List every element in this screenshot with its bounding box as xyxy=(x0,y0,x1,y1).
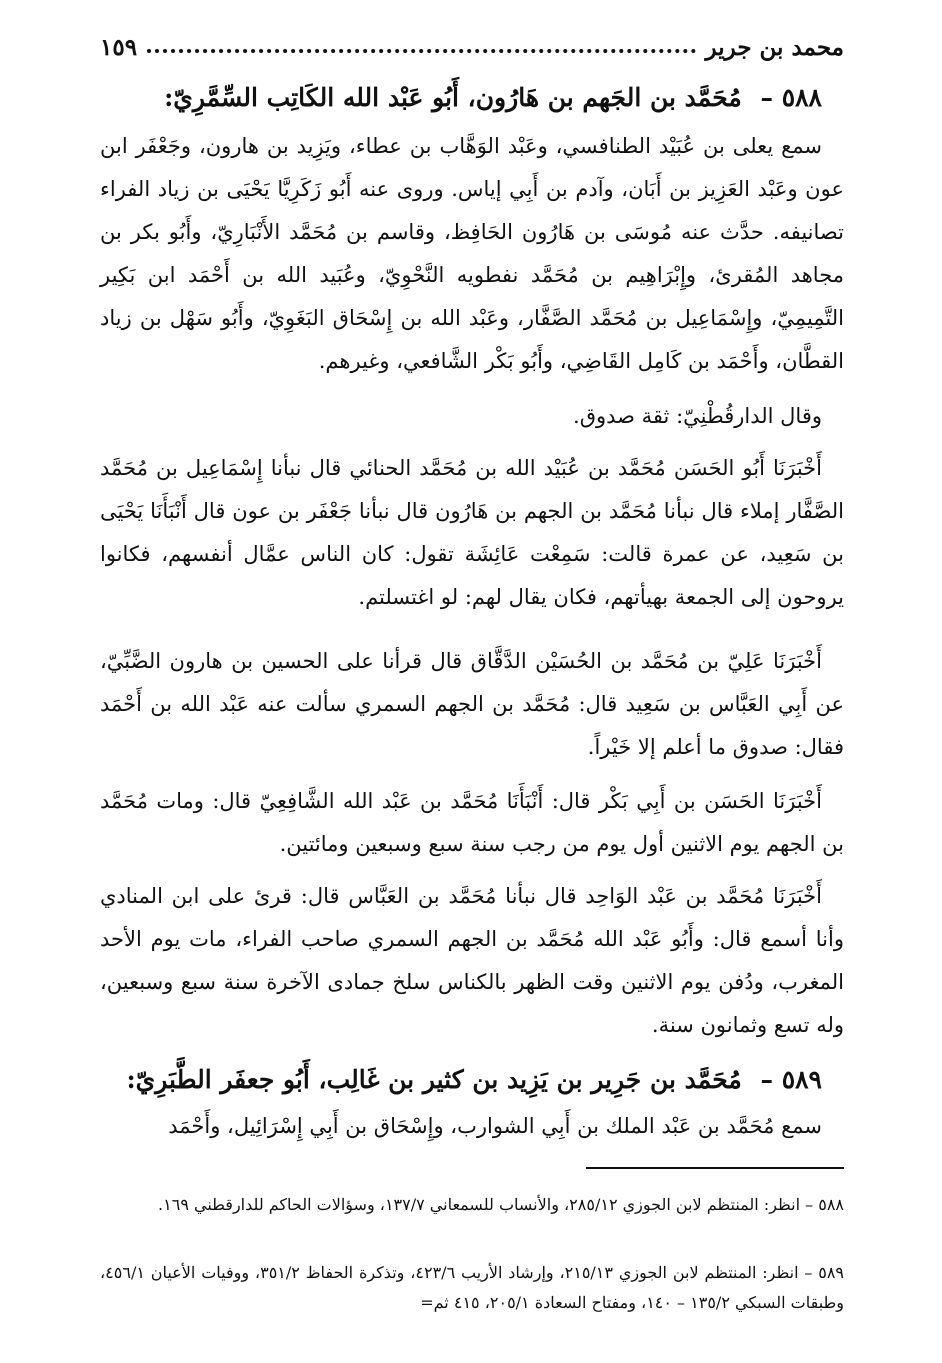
entry-heading-589 xyxy=(100,1060,822,1100)
entry-589-text: سمع مُحَمَّد بن عَبْد الملك بن أَبِي الشوارب، وإِسْحَاق بن أَبِي إِسْرَائِيل، وأَحْمَد xyxy=(168,1114,822,1138)
biography-paragraph: سمع يعلى بن عُبَيْد الطنافسي، وعَبْد الوَهَّاب بن عطاء، ويَزِيد بن هارون، وجَعْفَر ابن عون وعَبْد العَزِيز بن أَبَان، وآدم بن أَبِي إياس. وروى عنه أَبُو زَكَرِيَّا يَحْيَى بن زياد الفراء تصانيفه. حدَّث عنه مُوسَى بن هَارُون الحَافِظ، وقاسم بن مُحَمَّد الأَنْبَارِيّ، وأَبُو بكر بن مجاهد المُقرئ، وإِبْرَاهِيم بن مُحَمَّد نفطويه النَّحْوِيّ، وعُبَيد الله بن أَحْمَد ابن بَكِير التَّمِيمِيّ، وإِسْمَاعِيل بن مُحَمَّد الصَّفَّار، وعَبْد الله بن إِسْحَاق البَغَوِيّ، وأَبُو سَهْل بن زياد القطَّان، وأَحْمَد بن كَامِل القَاضِي، وأَبُو بَكْر الشَّافعي، وغيرهم. xyxy=(100,134,844,373)
narration-paragraph: أَخْبَرَنَا عَلِيّ بن مُحَمَّد بن الحُسَيْن الدَّقَّاق قال قرأنا على الحسين بن هارون الضَّبِّيّ، عن أَبِي العَبَّاس بن سَعِيد قال: مُحَمَّد بن الجهم السمري سألت عنه عَبْد الله بن أَحْمَد فقال: صدوق ما أعلم إلا خَيْراً. xyxy=(100,649,845,759)
entry-title: مُحَمَّد بن الجَهم بن هَارُون، أَبُو عَبْد الله الكَاتِب السِّمَّرِيّ: xyxy=(164,83,742,112)
footnote-588: ٥٨٨ – انظر: المنتظم لابن الجوزي ٢٨٥/١٢، والأنساب للسمعاني ١٣٧/٧، وسؤالات الحاكم للدارقطني ١٦٩. xyxy=(158,1195,844,1214)
entry-heading-588 xyxy=(100,78,822,118)
footnote-divider xyxy=(586,1167,844,1169)
entry-number: ٥٨٩ – xyxy=(760,1065,822,1094)
running-header xyxy=(100,30,844,64)
death-paragraph-2: أَخْبَرَنَا مُحَمَّد بن عَبْد الوَاحِد قال نبأنا مُحَمَّد بن العَبَّاس قال: قرئ على ابن المنادي وأنا أسمع قال: وأَبُو عَبْد الله مُحَمَّد بن الجهم السمري صاحب الفراء، مات يوم الأحد المغرب، ودُفن يوم الاثنين وقت الظهر بالكناس سلخ جمادى الآخرة سنة سبع وسبعين، وله تسع وثمانون سنة. xyxy=(100,884,844,1037)
footnote-589: ٥٨٩ – انظر: المنتظم لابن الجوزي ٢١٥/١٣، وإرشاد الأريب ٤٢٣/٦، وتذكرة الحفاظ ٣٥١/٢، ووفيات الأعيان ٤٥٦/١، وطبقات السبكي ١٣٥/٢ – ١٤٠، ومفتاح السعادة ٢٠٥/١، ٤١٥ ثم= xyxy=(100,1263,845,1312)
page-number: ١٥٩ xyxy=(100,33,138,61)
header-title: محمد بن جرير xyxy=(705,33,844,61)
hadith-paragraph: أَخْبَرَنَا أَبُو الحَسَن مُحَمَّد بن عُبَيْد الله بن مُحَمَّد الحنائي قال نبأنا إِسْمَاعِيل بن مُحَمَّد الصَّفَّار إملاء قال نبأنا مُحَمَّد بن الجهم بن هَارُون قال نبأنا جَعْفَر بن عون قال أَنْبَأَنَا يَحْيَى بن سَعِيد، عن عمرة قالت: سَمِعْت عَائِشَة تقول: كان الناس عمَّال أنفسهم، فكانوا يروحون إلى الجمعة بهيأتهم، فكان يقال لهم: لو اغتسلتم. xyxy=(100,456,844,609)
entry-title: مُحَمَّد بن جَرِير بن يَزِيد بن كثير بن غَالِب، أَبُو جعفَر الطَّبَرِيّ: xyxy=(126,1065,742,1094)
header-dotted-leader xyxy=(147,49,695,53)
assessment-paragraph: وقال الدارقُطْنِيّ: ثقة صدوق. xyxy=(573,404,822,428)
entry-number: ٥٨٨ – xyxy=(760,83,822,112)
death-paragraph-1: أَخْبَرَنَا الحَسَن بن أَبِي بَكْر قال: أَنْبَأَنَا مُحَمَّد بن عَبْد الله الشَّافِعِيّ قال: ومات مُحَمَّد بن الجهم يوم الاثنين أول يوم من رجب سنة سبع وسبعين ومائتين. xyxy=(100,789,844,856)
